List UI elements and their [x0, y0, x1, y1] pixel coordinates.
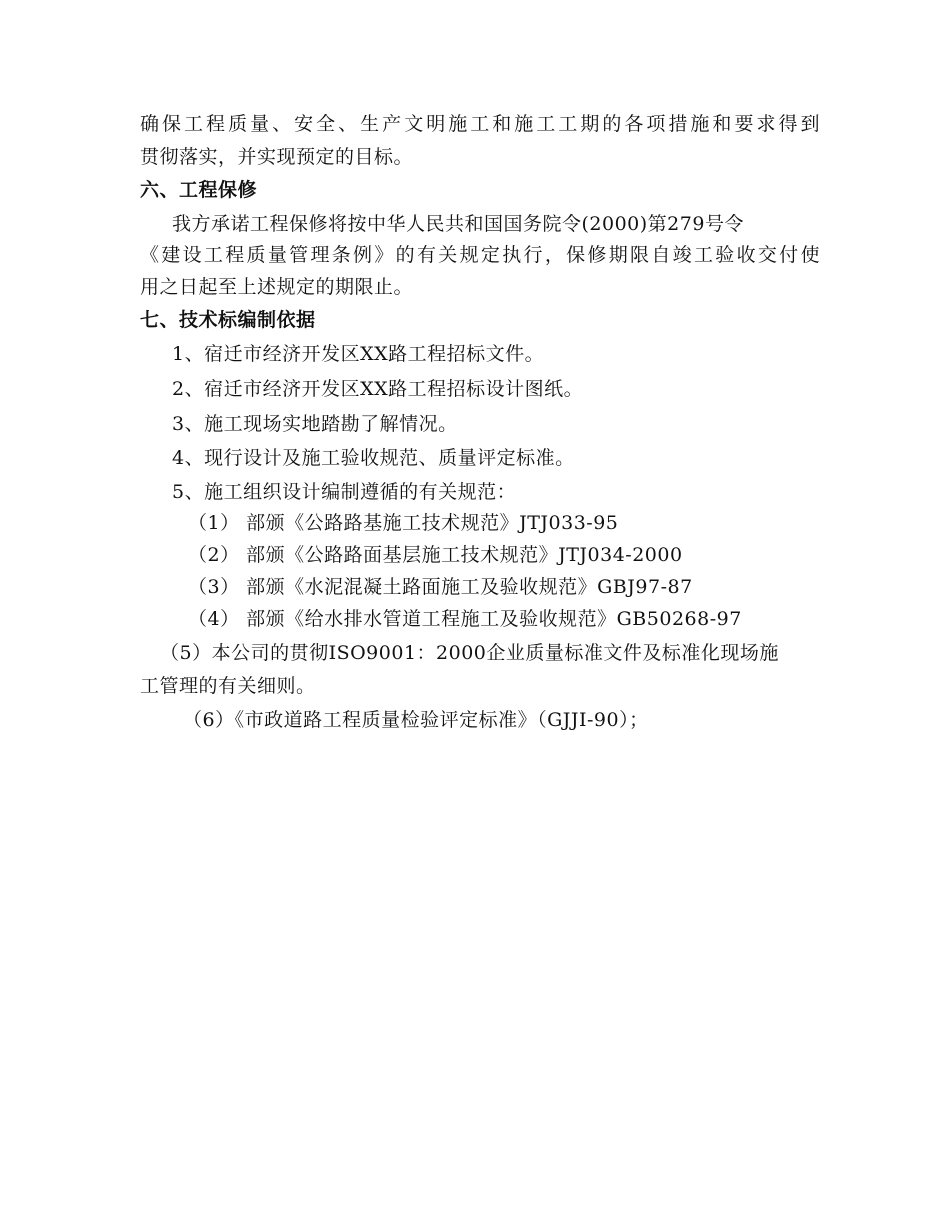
paragraph-line: 我方承诺工程保修将按中华人民共和国国务院令(2000)第279号令: [172, 213, 744, 235]
paragraph-line: 用之日起至上述规定的期限止。: [140, 276, 414, 298]
list-item: （6）《市政道路工程质量检验评定标准》（GJJⅠ-90）；: [183, 709, 649, 731]
sub-list-item: （4） 部颁《给水排水管道工程施工及验收规范》GB50268-97: [188, 608, 742, 630]
sub-list-item: （3） 部颁《水泥混凝土路面施工及验收规范》GBJ97-87: [188, 576, 693, 598]
section-heading-warranty: 六、工程保修: [140, 179, 258, 201]
paragraph-line: 贯彻落实，并实现预定的目标。: [140, 146, 414, 168]
list-item: 5、施工组织设计编制遵循的有关规范：: [172, 481, 517, 503]
list-item: 1、宿迁市经济开发区XX路工程招标文件。: [172, 343, 545, 365]
paragraph-line: 《建设工程质量管理条例》的有关规定执行，保修期限自竣工验收交付使: [140, 244, 820, 266]
list-item: 4、现行设计及施工验收规范、质量评定标准。: [172, 447, 575, 469]
list-item: （5）本公司的贯彻ISO9001：2000企业质量标准文件及标准化现场施: [160, 642, 779, 664]
list-item: 3、施工现场实地踏勘了解情况。: [172, 413, 458, 435]
list-item: 2、宿迁市经济开发区XX路工程招标设计图纸。: [172, 378, 584, 400]
paragraph-line: 工管理的有关细则。: [140, 675, 316, 697]
sub-list-item: （2） 部颁《公路路面基层施工技术规范》JTJ034-2000: [188, 544, 683, 566]
sub-list-item: （1） 部颁《公路路基施工技术规范》JTJ033-95: [188, 512, 619, 534]
paragraph-line: 确保工程质量、安全、生产文明施工和施工工期的各项措施和要求得到: [140, 113, 820, 135]
section-heading-basis: 七、技术标编制依据: [140, 309, 316, 331]
